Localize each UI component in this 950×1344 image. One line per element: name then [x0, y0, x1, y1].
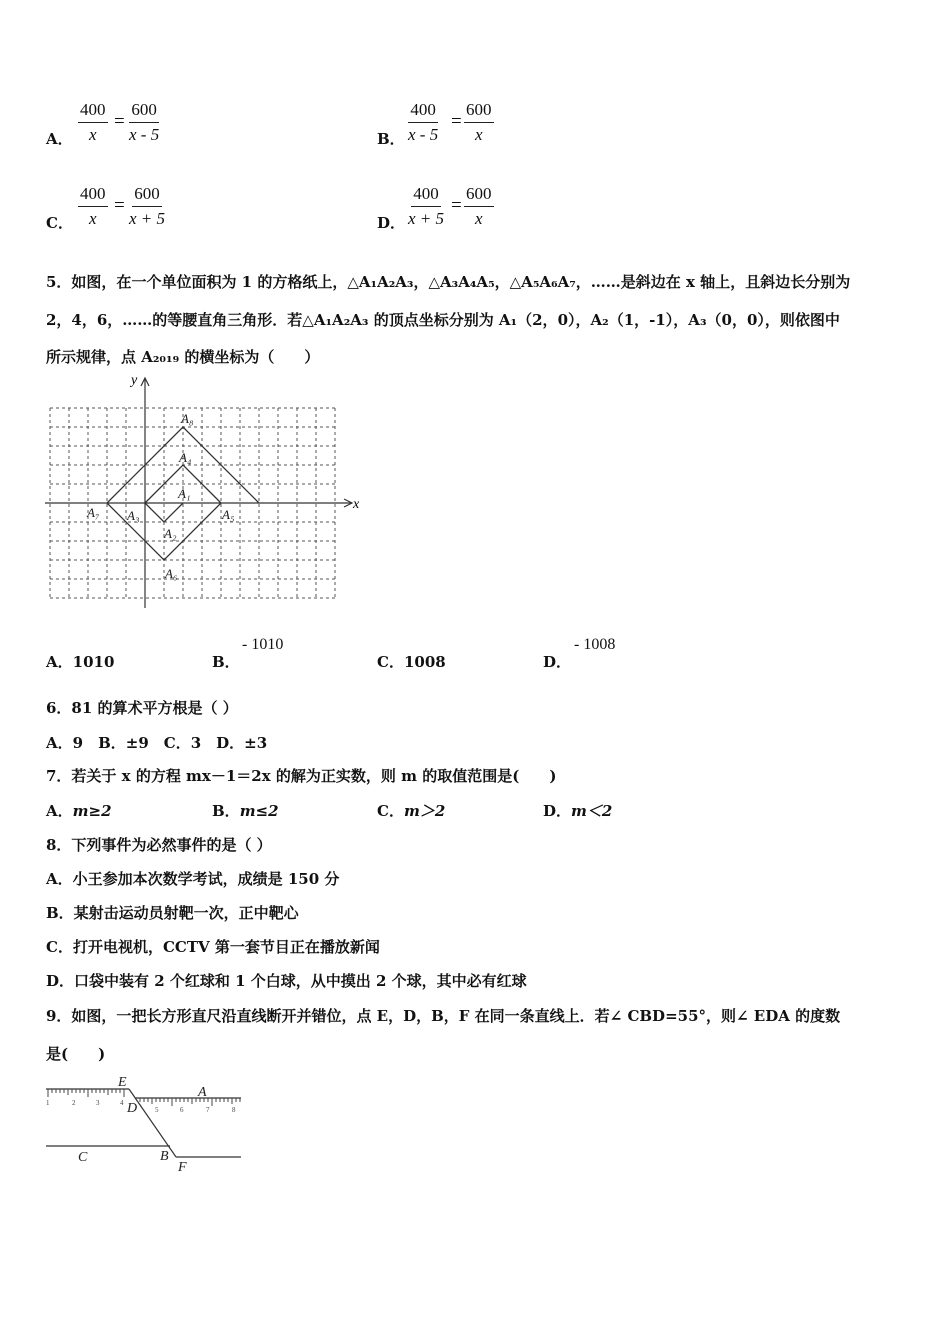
q5-stem-line3: 所示规律，点 A₂₀₁₉ 的横坐标为（ ） [46, 348, 320, 366]
y-axis-label: y [131, 373, 138, 388]
q4-d-rhs-fraction [464, 184, 494, 229]
point-label-b: B [160, 1149, 169, 1164]
option-label: C． [377, 653, 404, 671]
q6-stem: 6．81 的算术平方根是（ ） [46, 699, 238, 717]
numerator: 600 [464, 100, 494, 123]
point-label: A₇ [87, 505, 100, 520]
q8-stem: 8．下列事件为必然事件的是（ ） [46, 836, 272, 854]
q6-options[interactable]: A．9 B．±9 C．3 D．±3 [46, 734, 268, 752]
q9-ruler-figure [40, 1070, 250, 1180]
q5-option-c[interactable] [377, 651, 446, 672]
point-label-a: A [198, 1085, 207, 1100]
q8-option-a[interactable]: A．小王参加本次数学考试，成绩是 150 分 [46, 870, 340, 888]
option-value: m≤2 [239, 802, 279, 820]
point-labels [78, 1075, 207, 1175]
point-label-e: E [118, 1075, 127, 1090]
tick-label: 4 [120, 1099, 124, 1107]
numerator: 400 [78, 100, 108, 123]
q5-option-d-label[interactable]: D． [543, 653, 572, 671]
q9-stem-line2: 是( ) [46, 1045, 106, 1063]
q5-option-b-label[interactable]: B． [212, 653, 240, 671]
equals-sign: = [114, 111, 125, 132]
q8-option-d[interactable]: D．口袋中装有 2 个红球和 1 个白球，从中摸出 2 个球，其中必有红球 [46, 972, 527, 990]
q4-d-lhs-fraction [406, 184, 446, 229]
tick-label: 8 [232, 1106, 236, 1114]
q5-grid-figure [40, 370, 370, 615]
q5-stem-line1: 5．如图，在一个单位面积为 1 的方格纸上，△A₁A₂A₃，△A₃A₄A₅，△A₅A₆A₇，……是斜边在 x 轴上，且斜边长分别为 [46, 273, 851, 291]
option-label: A． [46, 802, 73, 820]
option-value: m＞2 [403, 802, 446, 820]
denominator: x - 5 [129, 125, 160, 144]
option-label: C． [377, 802, 404, 820]
q9-stem-line1: 9．如图，一把长方形直尺沿直线断开并错位，点 E，D，B，F 在同一条直线上．若∠ CBD=55°，则∠ EDA 的度数 [46, 1007, 841, 1025]
numerator: 600 [464, 184, 494, 207]
tick-label: 3 [96, 1099, 100, 1107]
option-label: D． [543, 802, 572, 820]
point-label: A₄ [179, 450, 192, 465]
option-value: 1010 [72, 653, 115, 671]
numerator: 400 [408, 100, 438, 123]
q4-option-a-label: A． [46, 130, 73, 148]
point-label: A₃ [127, 508, 140, 523]
q5-option-b-value: - 1010 [242, 636, 284, 653]
q5-option-a[interactable] [46, 651, 114, 672]
q4-b-rhs-fraction [464, 100, 494, 145]
denominator: x [88, 125, 97, 144]
denominator: x + 5 [408, 209, 445, 228]
x-axis-label: x [353, 497, 360, 512]
point-label: A₈ [181, 411, 194, 426]
q4-option-b-label: B． [377, 130, 405, 148]
point-label: A₁ [178, 486, 191, 501]
q7-option-c[interactable] [377, 800, 445, 821]
tick-label: 6 [180, 1106, 184, 1114]
q5-stem-line2: 2，4，6，……的等腰直角三角形．若△A₁A₂A₃ 的顶点坐标分别为 A₁（2，0），A₂（1，-1），A₃（0，0），则依图中 [46, 311, 840, 329]
point-label-c: C [78, 1150, 88, 1165]
denominator: x [474, 209, 483, 228]
tick-label: 5 [155, 1106, 159, 1114]
q4-c-rhs-fraction [127, 184, 167, 229]
equals-sign: = [451, 111, 462, 132]
numerator: 400 [411, 184, 441, 207]
equals-sign: = [114, 195, 125, 216]
numerator: 400 [78, 184, 108, 207]
q5-option-d-value: - 1008 [574, 636, 616, 653]
option-label: B． [212, 802, 240, 820]
point-label-f: F [178, 1160, 187, 1175]
q7-option-b[interactable] [212, 800, 279, 821]
tick-label: 2 [72, 1099, 76, 1107]
option-label: A． [46, 653, 73, 671]
tick-label: 1 [46, 1099, 50, 1107]
denominator: x [88, 209, 97, 228]
q4-b-lhs-fraction [406, 100, 440, 145]
option-value: m≥2 [72, 802, 112, 820]
point-label: A₅ [222, 507, 235, 522]
q4-a-rhs-fraction [127, 100, 161, 145]
point-label-d: D [127, 1101, 138, 1116]
axes [45, 378, 352, 608]
numerator: 600 [132, 184, 162, 207]
q8-option-b[interactable]: B．某射击运动员射靶一次，正中靶心 [46, 904, 299, 922]
numerator: 600 [129, 100, 159, 123]
q4-a-lhs-fraction [78, 100, 108, 145]
q8-option-c[interactable]: C．打开电视机，CCTV 第一套节目正在播放新闻 [46, 938, 380, 956]
q4-option-c-label: C． [46, 214, 73, 232]
q4-option-d-label: D． [377, 214, 406, 232]
q7-option-a[interactable] [46, 800, 112, 821]
q7-option-d[interactable] [543, 800, 612, 821]
q4-c-lhs-fraction [78, 184, 108, 229]
denominator: x [474, 125, 483, 144]
point-label: A₆ [165, 566, 178, 581]
denominator: x + 5 [129, 209, 166, 228]
q7-stem: 7．若关于 x 的方程 mx－1＝2x 的解为正实数，则 m 的取值范围是( ) [46, 767, 557, 785]
tick-label: 7 [206, 1106, 210, 1114]
point-label: A₂ [164, 526, 177, 541]
equals-sign: = [451, 195, 462, 216]
denominator: x - 5 [408, 125, 439, 144]
option-value: 1008 [403, 653, 446, 671]
option-value: m＜2 [571, 802, 613, 820]
